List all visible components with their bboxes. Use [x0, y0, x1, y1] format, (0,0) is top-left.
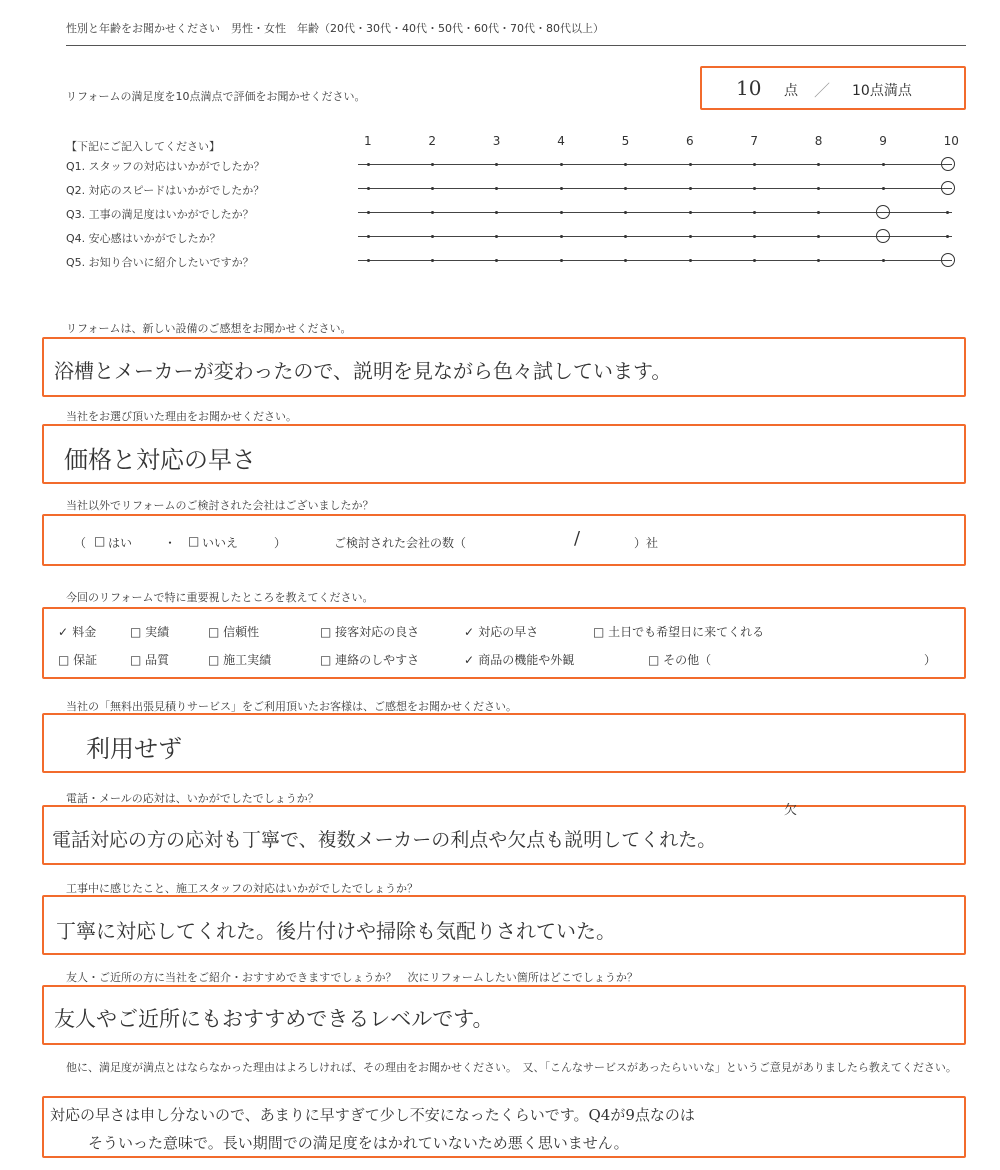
score-max: 10点満点 [852, 83, 912, 99]
scale-number: 1 [364, 134, 372, 148]
count-unit: ）社 [634, 536, 659, 550]
rating-dot[interactable] [753, 235, 756, 238]
no-label: いいえ [202, 536, 239, 550]
priority-label: 品質 [145, 653, 170, 667]
answer-free-estimate: 利用せず [86, 735, 182, 763]
rating-dot[interactable] [367, 187, 370, 190]
selected-rating-circle[interactable] [876, 229, 890, 243]
answer-box-construction [42, 895, 966, 955]
answer-box-improvement [42, 1096, 966, 1158]
score-unit: 点 [784, 83, 798, 99]
rating-dot[interactable] [624, 259, 627, 262]
rating-dot[interactable] [624, 187, 627, 190]
answer-phone-mail: 電話対応の方の応対も丁寧で、複数メーカーの利点や欠点も説明してくれた。 [52, 829, 717, 851]
priority-option[interactable] [130, 623, 169, 640]
rating-dot[interactable] [753, 163, 756, 166]
priority-label: 実績 [145, 625, 170, 639]
priorities-row-1 [58, 623, 938, 641]
question-scale-line [358, 164, 952, 165]
question-scale-line [358, 236, 952, 237]
prompt-phone-mail: 電話・メールの応対は、いかがでしたでしょうか？ [66, 792, 319, 805]
prompt-reason: 当社をお選び頂いた理由をお聞かせください。 [66, 410, 297, 423]
prompt-construction: 工事中に感じたこと、施工スタッフの対応はいかがでしたでしょうか？ [66, 882, 418, 895]
no-checkbox[interactable]: □ [188, 534, 200, 548]
rating-dot[interactable] [817, 259, 820, 262]
scale-number: 2 [428, 134, 437, 148]
count-value: / [574, 528, 581, 549]
prompt-new-equipment: リフォームは、新しい設備のご感想をお聞かせください。 [66, 322, 352, 335]
priority-label: 料金 [72, 625, 97, 639]
rating-dot[interactable] [560, 259, 563, 262]
other-close-paren: ） [274, 536, 287, 550]
checkmark-icon[interactable]: ✓ [58, 625, 73, 639]
rating-dot[interactable] [367, 163, 370, 166]
selected-rating-circle[interactable] [941, 157, 955, 171]
rating-dot[interactable] [560, 163, 563, 166]
score-value: 10 [736, 76, 762, 100]
rating-dot[interactable] [689, 163, 692, 166]
rating-dot[interactable] [495, 235, 498, 238]
prompt-priorities: 今回のリフォームで特に重要視したところを教えてください。 [66, 591, 374, 604]
priority-option[interactable] [464, 651, 574, 668]
priority-option[interactable] [130, 651, 169, 668]
priority-option[interactable] [648, 651, 711, 668]
rating-dot[interactable] [367, 259, 370, 262]
checkbox-icon[interactable]: □ [320, 653, 336, 667]
priorities-box [42, 607, 966, 679]
question-label: Q3. 工事の満足度はいかがでしたか？ [66, 208, 254, 221]
checkbox-icon[interactable]: □ [648, 653, 664, 667]
priority-option[interactable] [320, 651, 419, 668]
rating-dot[interactable] [882, 259, 885, 262]
header-rule [66, 45, 966, 46]
priority-label: 施工実績 [223, 653, 272, 667]
selected-rating-circle[interactable] [941, 181, 955, 195]
checkmark-icon[interactable]: ✓ [464, 625, 479, 639]
rating-dot[interactable] [560, 235, 563, 238]
rating-dot[interactable] [560, 211, 563, 214]
question-label: Q2. 対応のスピードはいかがでしたか？ [66, 184, 265, 197]
count-label: ご検討された会社の数（ [334, 536, 467, 550]
score-separator: ／ [814, 81, 831, 100]
prompt-other-companies: 当社以外でリフォームのご検討された会社はございましたか？ [66, 499, 374, 512]
priority-option[interactable] [58, 623, 96, 640]
satisfaction-prompt: リフォームの満足度を10点満点で評価をお聞かせください。 [66, 90, 366, 103]
rating-dot[interactable] [431, 235, 434, 238]
selected-rating-circle[interactable] [941, 253, 955, 267]
rating-dot[interactable] [753, 211, 756, 214]
rating-dot[interactable] [882, 163, 885, 166]
rating-dot[interactable] [689, 211, 692, 214]
rating-dot[interactable] [431, 187, 434, 190]
priority-label: 接客対応の良さ [335, 625, 420, 639]
priority-label: 保証 [73, 653, 98, 667]
answer-box-other-companies [42, 514, 966, 566]
priority-option[interactable] [464, 623, 538, 640]
question-scale-line [358, 260, 952, 261]
rating-dot[interactable] [689, 235, 692, 238]
rating-dot[interactable] [882, 187, 885, 190]
priority-label: 連絡のしやすさ [335, 653, 420, 667]
rating-dot[interactable] [495, 163, 498, 166]
rating-dot[interactable] [560, 187, 563, 190]
rating-dot[interactable] [946, 235, 949, 238]
selected-rating-circle[interactable] [876, 205, 890, 219]
checkbox-icon[interactable]: □ [130, 625, 146, 639]
scale-number: 6 [686, 134, 694, 148]
prompt-recommend: 友人・ご近所の方に当社をご紹介・おすすめできますでしょうか？ 次にリフォームしたい箇所はどこでしょうか？ [66, 971, 638, 984]
rating-dot[interactable] [431, 259, 434, 262]
rating-dot[interactable] [367, 211, 370, 214]
rating-dot[interactable] [624, 235, 627, 238]
other-open-paren: （ [74, 536, 87, 550]
answer-box-phone-mail [42, 805, 966, 865]
rating-dot[interactable] [817, 163, 820, 166]
question-label: Q5. お知り合いに紹介したいですか？ [66, 256, 254, 269]
rating-dot[interactable] [431, 163, 434, 166]
rating-dot[interactable] [689, 187, 692, 190]
prompt-improvement: 他に、満足度が満点とはならなかった理由はよろしければ、その理由をお聞かせください。 又、「こんなサービスがあったらいいな」というご意見がありましたら教えてください。 [66, 1061, 957, 1074]
yes-label: はい [108, 536, 133, 550]
answer-improvement-line-1: 対応の早さは申し分ないので、あまりに早すぎて少し不安になったくらいです。Q4が9点なのは [50, 1106, 695, 1124]
answer-construction: 丁寧に対応してくれた。後片付けや掃除も気配りされていた。 [56, 919, 616, 943]
scale-number: 3 [492, 134, 501, 148]
scale-number: 4 [557, 134, 565, 148]
priority-option[interactable] [208, 623, 259, 640]
rating-dot[interactable] [495, 211, 498, 214]
checkbox-icon[interactable]: □ [593, 625, 609, 639]
rating-dot[interactable] [367, 235, 370, 238]
priority-label: 信頼性 [223, 625, 260, 639]
answer-improvement-line-2: そういった意味で。長い期間での満足度をはかれていないため悪く思いません。 [88, 1134, 629, 1152]
rating-dot[interactable] [946, 211, 949, 214]
rating-dot[interactable] [495, 259, 498, 262]
answer-box-reason [42, 424, 966, 484]
answer-equipment: 浴槽とメーカーが変わったので、説明を見ながら色々試しています。 [54, 359, 672, 383]
priority-option[interactable] [320, 623, 419, 640]
rating-dot[interactable] [817, 235, 820, 238]
answer-box-recommend [42, 985, 966, 1045]
priorities-row-2 [58, 651, 938, 669]
checkbox-icon[interactable]: □ [130, 653, 146, 667]
dot-sep: ・ [164, 536, 177, 550]
rating-dot[interactable] [624, 211, 627, 214]
priority-label: 商品の機能や外観 [478, 653, 575, 667]
scale-number: 10 [943, 134, 959, 148]
answer-box-equipment [42, 337, 966, 397]
priority-option[interactable] [208, 651, 271, 668]
priority-label: その他（ [663, 653, 712, 667]
rating-dot[interactable] [495, 187, 498, 190]
rating-dot[interactable] [817, 187, 820, 190]
score-box [700, 66, 966, 110]
checkbox-icon[interactable]: □ [320, 625, 336, 639]
prompt-free-estimate: 当社の「無料出張見積りサービス」をご利用頂いたお客様は、ご感想をお聞かせください。 [66, 700, 517, 713]
answer-box-free-estimate [42, 713, 966, 773]
answer-reason: 価格と対応の早さ [64, 446, 256, 474]
yes-checkbox[interactable]: □ [94, 534, 106, 548]
priorities-other-close: ） [924, 653, 937, 667]
checkmark-icon[interactable]: ✓ [464, 653, 479, 667]
gender-age-line: 性別と年齢をお聞かせください 男性・女性 年齢（20代・30代・40代・50代・60代・70代・80代以上） [66, 22, 604, 35]
priority-label: 対応の早さ [478, 625, 539, 639]
priority-option[interactable] [58, 651, 97, 668]
answer-recommend: 友人やご近所にもおすすめできるレベルです。 [54, 1007, 494, 1031]
rating-dot[interactable] [689, 259, 692, 262]
scale-number: 7 [750, 134, 759, 148]
rating-dot[interactable] [753, 187, 756, 190]
priority-label: 土日でも希望日に来てくれる [608, 625, 765, 639]
question-label: Q1. スタッフの対応はいかがでしたか？ [66, 160, 265, 173]
answer-phone-mail-note: 欠 [784, 803, 798, 818]
question-label: Q4. 安心感はいかがでしたか？ [66, 232, 221, 245]
question-scale-line [358, 188, 952, 189]
rating-dot[interactable] [817, 211, 820, 214]
scale-number: 9 [879, 134, 887, 148]
rating-dot[interactable] [431, 211, 434, 214]
rating-dot[interactable] [624, 163, 627, 166]
scale-number: 8 [814, 134, 823, 148]
rating-dot[interactable] [753, 259, 756, 262]
checkbox-icon[interactable]: □ [208, 625, 224, 639]
checkbox-icon[interactable]: □ [58, 653, 74, 667]
scale-number: 5 [621, 134, 630, 148]
checkbox-icon[interactable]: □ [208, 653, 224, 667]
ratings-instruction: 【下記にご記入してください】 [66, 140, 220, 153]
question-scale-line [358, 212, 952, 213]
priority-option[interactable] [593, 623, 764, 640]
